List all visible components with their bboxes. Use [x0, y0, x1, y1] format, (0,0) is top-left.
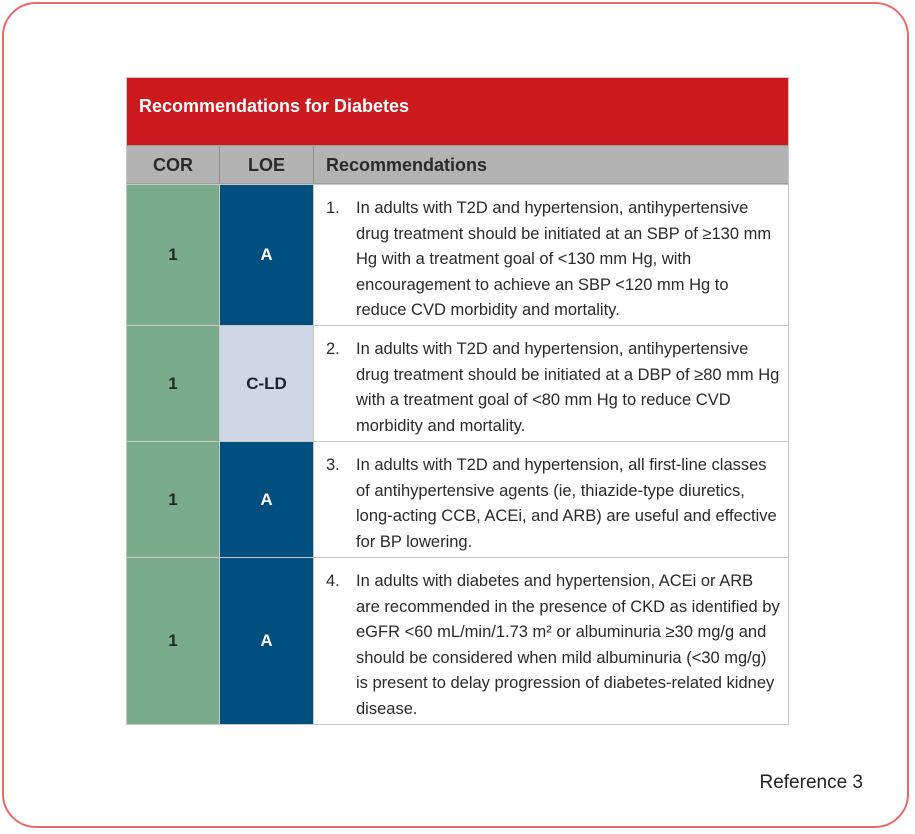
table-row: [127, 184, 788, 325]
loe-cell: A: [220, 558, 314, 724]
recommendation-number: 1.: [326, 199, 340, 217]
recommendation-text: In adults with T2D and hypertension, antihypertensive drug treatment should be initiated at an SBP of ≥130 mm Hg with a treatment goal of <130 mm Hg, with encouragement to achieve an SBP <120 mm Hg to reduce CVD morbidity and mortality.: [356, 199, 772, 319]
header-loe: LOE: [220, 146, 314, 183]
loe-cell: A: [220, 185, 314, 325]
cor-cell: 1: [127, 558, 220, 724]
cor-cell: 1: [127, 442, 220, 557]
cor-cell: 1: [127, 185, 220, 325]
recommendation-cell: [314, 185, 788, 325]
recommendation-text: In adults with diabetes and hypertension, ACEi or ARB are recommended in the presence of CKD as identified by eGFR <60 mL/min/1.73 m² or albuminuria ≥30 mg/g and should be considered when mild albuminuria (<30 mg/g) is present to delay progression of diabetes-related kidney disease.: [356, 572, 780, 718]
table-row: [127, 441, 788, 557]
table-row: [127, 557, 788, 724]
recommendation-number: 3.: [326, 456, 340, 474]
recommendation-text: In adults with T2D and hypertension, antihypertensive drug treatment should be initiated at a DBP of ≥80 mm Hg with a treatment goal of <80 mm Hg to reduce CVD morbidity and mortality.: [356, 340, 780, 435]
reference-note: Reference 3: [759, 772, 863, 793]
header-recommendations: Recommendations: [326, 155, 488, 175]
loe-cell: C-LD: [220, 326, 314, 441]
table-title: Recommendations for Diabetes: [127, 78, 788, 145]
cor-cell: 1: [127, 326, 220, 441]
recommendation-number: 4.: [326, 572, 340, 590]
loe-cell: A: [220, 442, 314, 557]
table-header-row: [127, 145, 788, 184]
recommendation-cell: [314, 326, 788, 441]
recommendation-cell: [314, 442, 788, 557]
recommendation-number: 2.: [326, 340, 340, 358]
recommendations-table: [126, 77, 789, 725]
recommendation-text: In adults with T2D and hypertension, all first-line classes of antihypertensive agents (ie, thiazide-type diuretics, long-acting CCB, ACEi, and ARB) are useful and effective for BP lowering.: [356, 456, 777, 551]
table-row: [127, 325, 788, 441]
header-cor: COR: [127, 146, 220, 183]
recommendation-cell: [314, 558, 788, 724]
